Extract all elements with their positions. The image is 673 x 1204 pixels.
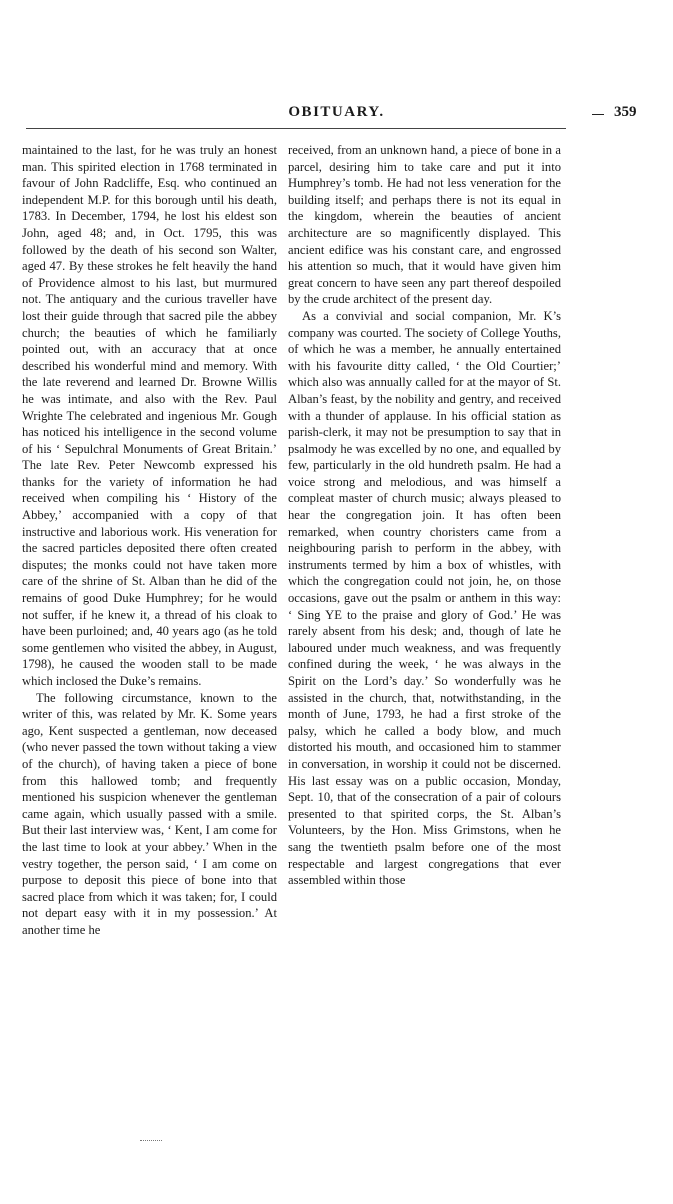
header-rule [26,128,566,129]
left-paragraph-2: The following circumstance, known to the writer of this, was related by Mr. K. Some years ago, Kent suspected a gentleman, now deceased (who never passed the town without taking a view of the church), of having taken a piece of bone from this hallowed tomb; and frequently mentioned his suspicion whenever the gentleman came again, which usually passed with a smile. But their last interview was, ‘ Kent, I am come for the last time to look at your abbey.’ When in the vestry together, the person said, ‘ I am come on purpose to deposit this piece of bone into that sacred place from which it was taken; for, I could not depart easy with it in my possession.’ At another time he [22,690,277,937]
right-paragraph-2: As a convivial and social companion, Mr. K’s company was courted. The society of College Youths, of which he was a member, he annually entertained with his favourite ditty called, ‘ the Old Courtier;’ which also was annually called for at the mayor of St. Alban’s feast, by the nobility and gentry, and received with a thunder of applause. In his official station as parish-clerk, it may not be presumption to say that in psalmody he was excelled by no one, and equalled by few, particularly in the old hundreth psalm. He had a voice strong and melodious, and was himself a compleat master of church music; always pleased to hear the congregation join. It has often been remarked, when country choristers came from a neighbouring parish to perform in the abbey, with instruments termed by him a box of whistles, with which the congregation could not join, he, on those occasions, gave out the psalm or anthem in this way: ‘ Sing YE to the praise and glory of God.’ He was rarely absent from his desk; and, though of late he laboured under much weakness, and was frequently confined during the week, ‘ he was always in the Spirit on the Lord’s day.’ So wonderfully was he assisted in the church, that, notwithstanding, in the month of June, 1793, he had a first stroke of the palsy, which he called a body blow, and much distorted his mouth, and occasioned him to stammer in conversation, in worship it could not be discerned. His last essay was on a public occasion, Monday, Sept. 10, that of the consecration of a pair of colours presented to that spirited corps, the St. Alban’s Volunteers, by the Hon. Miss Grimstons, when he sang the twentieth psalm before one of the most respectable and largest congregations that ever assembled within those [288,308,561,888]
header-dash [592,114,604,115]
running-head: OBITUARY. [288,104,385,120]
left-paragraph-1: maintained to the last, for he was truly an honest man. This spirited election in 1768 terminated in favour of John Radcliffe, Esq. who continued an independent M.P. for this borough until his death, 1783. In December, 1794, he lost his eldest son John, aged 48; and, in Oct. 1795, this was followed by the death of his second son Walter, aged 47. By these strokes he felt heavily the hand of Providence almost to his last, but murmured not. The antiquary and the curious traveller have lost their guide through that sacred pile the abbey church; the beauties of which he familiarly pointed out, with an accuracy that at once described his wonderful mind and memory. With the late reverend and learned Dr. Browne Willis he was intimate, and also with the Rev. Paul Wrighte The celebrated and ingenious Mr. Gough has noticed his intelligence in the second volume of his ‘ Sepulchral Monuments of Great Britain.’ The late Rev. Peter Newcomb expressed his thanks for the variety of information he had received when compiling his ‘ History of the Abbey,’ accompanied with a copy of that instructive and laborious work. His veneration for the sacred particles deposited there often created disputes; the monks could not have taken more care of the shrine of St. Alban than he did of the remains of good Duke Humphrey; for he would not suffer, if he knew it, a thread of his cloak to have been purloined; and, 40 years ago (as he told some gentlemen who visited the abbey, in August, 1798), he caused the wooden stall to be made which inclosed the Duke’s remains. [22,143,277,688]
footer-mark [140,1140,162,1141]
right-paragraph-1: received, from an unknown hand, a piece of bone in a parcel, desiring him to take care and put it into Humphrey’s tomb. He had not less veneration for the building itself; and perhaps there is not its equal in the kingdom, wherein the beauties of ancient architecture are so magnificently displayed. This ancient edifice was his constant care, and engrossed his attention so much, that it would have given him great concern to have seen any part thereof despoiled by the crude architect of the present day. [288,143,561,307]
left-column [22,142,277,1142]
right-column [288,142,561,1142]
page-number: 359 [614,104,637,120]
